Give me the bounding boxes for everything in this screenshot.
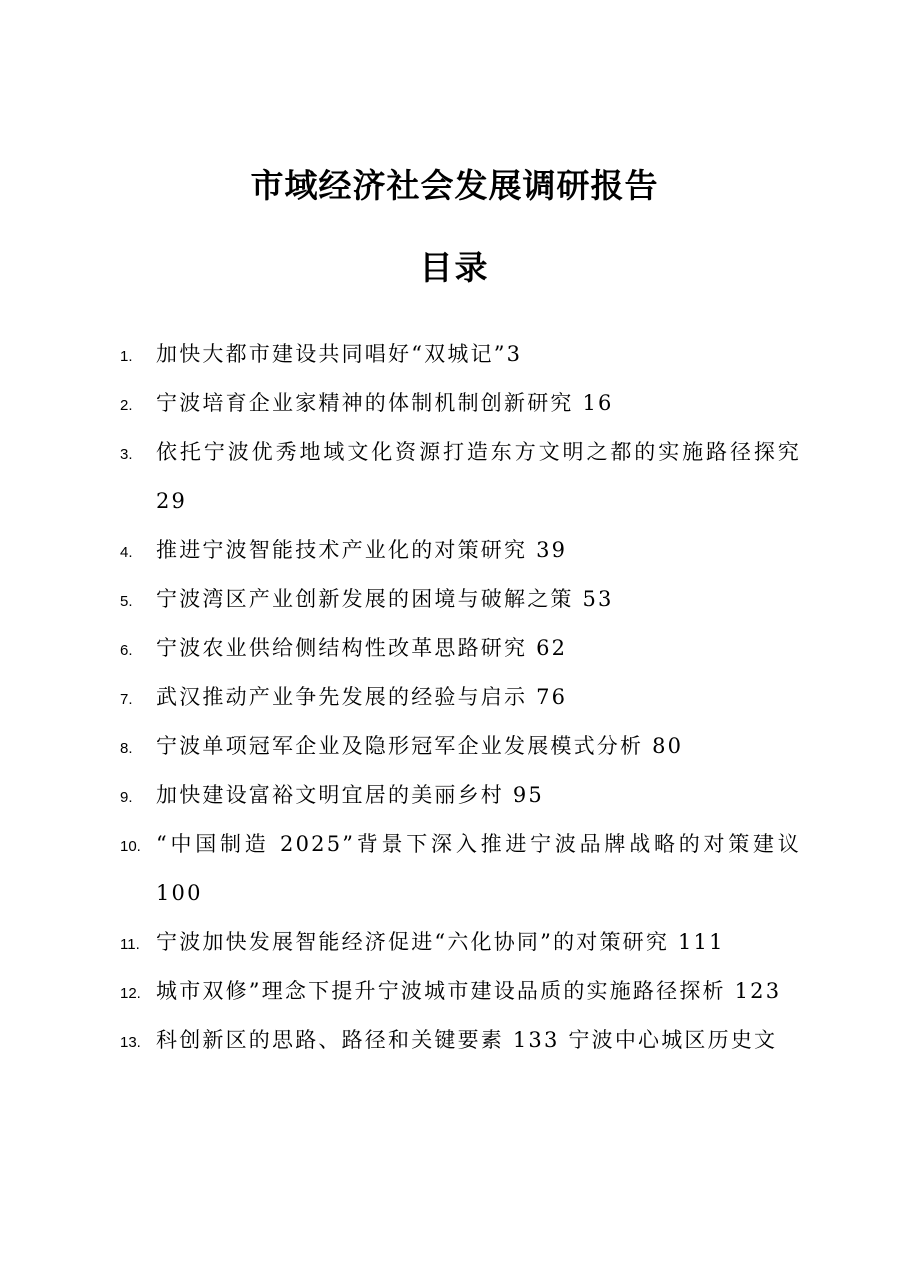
toc-entry-number: 6.	[120, 642, 133, 659]
toc-entry-text: 加快建设富裕文明宜居的美丽乡村 95	[156, 783, 544, 807]
toc-entry-number: 13.	[120, 1034, 141, 1051]
toc-entry-text: 推进宁波智能技术产业化的对策研究 39	[156, 538, 568, 562]
toc-entry[interactable]	[0, 330, 909, 379]
document-title: 市域经济社会发展调研报告	[250, 166, 659, 205]
toc-entry-number: 7.	[120, 691, 133, 708]
toc-entry-text: 科创新区的思路、路径和关键要素 133 宁波中心城区历史文	[156, 1028, 778, 1052]
toc-entry[interactable]	[0, 967, 909, 1016]
toc-entry-text: 宁波培育企业家精神的体制机制创新研究 16	[156, 391, 614, 415]
toc-heading: 目录	[419, 248, 490, 287]
toc-entry-text: 城市双修”理念下提升宁波城市建设品质的实施路径探析 123	[156, 979, 782, 1003]
toc-entry[interactable]	[0, 575, 909, 624]
toc-entry-number: 11.	[120, 936, 140, 953]
toc-entry-number: 10.	[120, 838, 141, 855]
toc-entry[interactable]	[0, 673, 909, 722]
table-of-contents	[0, 330, 909, 1065]
toc-entry-number: 2.	[120, 397, 133, 414]
toc-entry-text: 宁波湾区产业创新发展的困境与破解之策 53	[156, 587, 614, 611]
toc-entry[interactable]	[0, 771, 909, 820]
toc-entry-text: 武汉推动产业争先发展的经验与启示 76	[156, 685, 568, 709]
toc-entry-text: 宁波加快发展智能经济促进“六化协同”的对策研究 111	[156, 930, 725, 954]
toc-entry-number: 8.	[120, 740, 133, 757]
toc-entry-number: 9.	[120, 789, 133, 806]
toc-entry-text: “中国制造 2025”背景下深入推进宁波品牌战略的对策建议 100	[156, 832, 801, 905]
toc-entry[interactable]	[0, 379, 909, 428]
toc-entry[interactable]	[0, 820, 909, 918]
toc-entry-number: 3.	[120, 446, 133, 463]
toc-entry[interactable]	[0, 722, 909, 771]
toc-entry-number: 4.	[120, 544, 133, 561]
toc-entry-number: 5.	[120, 593, 133, 610]
toc-entry-number: 1.	[120, 348, 133, 365]
toc-entry[interactable]	[0, 526, 909, 575]
toc-entry-text: 宁波农业供给侧结构性改革思路研究 62	[156, 636, 568, 660]
toc-entry-text: 加快大都市建设共同唱好“双城记”3	[156, 342, 523, 366]
toc-entry[interactable]	[0, 1016, 909, 1065]
toc-entry-text: 依托宁波优秀地域文化资源打造东方文明之都的实施路径探究 29	[156, 440, 801, 513]
toc-entry[interactable]	[0, 918, 909, 967]
toc-entry-text: 宁波单项冠军企业及隐形冠军企业发展模式分析 80	[156, 734, 684, 758]
toc-entry[interactable]	[0, 624, 909, 673]
toc-entry-number: 12.	[120, 985, 141, 1002]
toc-entry[interactable]	[0, 428, 909, 526]
